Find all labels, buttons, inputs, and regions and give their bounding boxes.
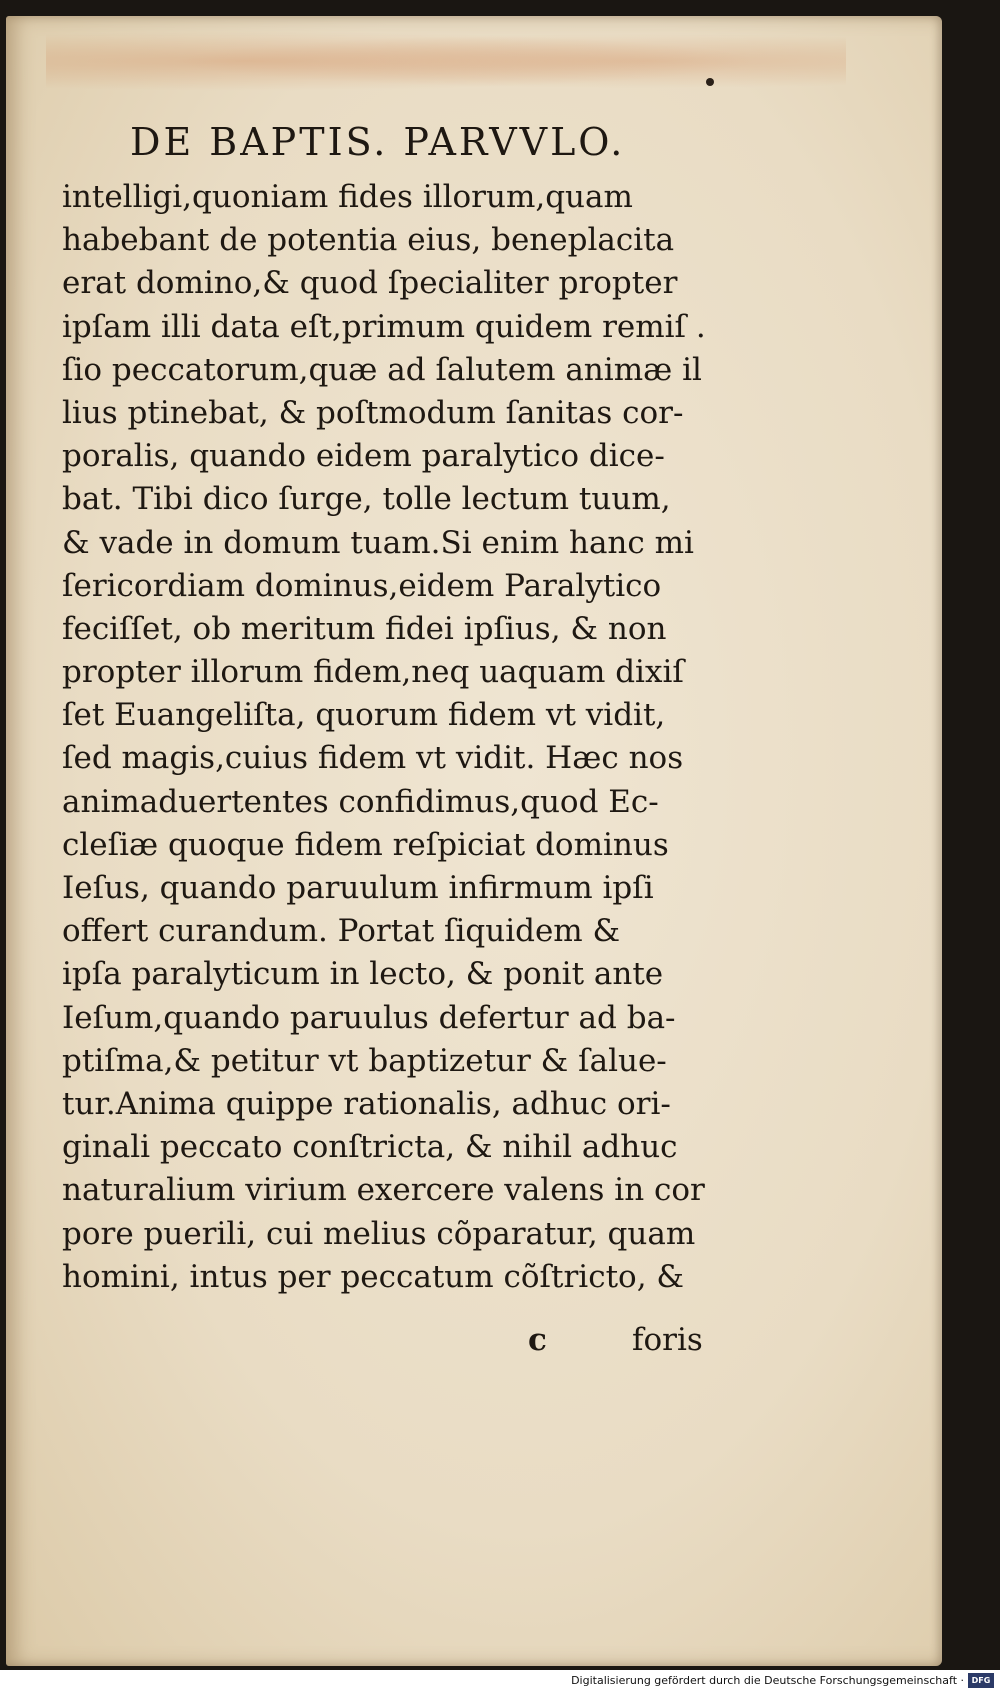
- text-line: intelligi,quoniam fides illorum,quam: [62, 179, 633, 215]
- signature-mark: c: [528, 1322, 547, 1358]
- text-line: ptiſma,& petitur vt baptizetur & ſalue-: [62, 1042, 667, 1079]
- text-line: offert curandum. Portat ſiquidem &: [62, 913, 621, 950]
- text-line: ginali peccato conſtricta, & nihil adhuc: [62, 1129, 678, 1166]
- text-line: bat. Tibi dico ſurge, tolle lectum tuum,: [62, 481, 671, 518]
- text-line: homini, intus per peccatum cõſtricto, &: [62, 1258, 684, 1295]
- text-line: tur.Anima quippe rationalis, adhuc ori-: [62, 1085, 671, 1122]
- text-line: ſet Euangeliſta, quorum fidem vt vidit,: [62, 697, 666, 734]
- text-line: ſio peccatorum,quæ ad ſalutem animæ il: [62, 351, 702, 388]
- text-line: propter illorum fidem,neq uaquam dixiſ: [62, 654, 684, 691]
- running-head: DE BAPTIS. PARVVLO.: [130, 120, 626, 164]
- text-line: ipſa paralyticum in lecto, & ponit ante: [62, 956, 664, 993]
- text-line: feciſſet, ob meritum fidei ipſius, & non: [62, 610, 667, 647]
- text-line: animaduertentes confidimus,quod Ec-: [62, 783, 659, 820]
- foxing-stain: [46, 26, 846, 96]
- book-page: [6, 16, 942, 1666]
- text-line: ſed magis,cuius fidem vt vidit. Hæc nos: [62, 740, 684, 777]
- catchword: foris: [632, 1322, 703, 1358]
- ink-dot: [706, 78, 714, 86]
- text-line: lius ptinebat, & poſtmodum ſanitas cor-: [62, 394, 684, 431]
- dfg-logo: DFG: [968, 1673, 994, 1688]
- text-line: ipſam illi data eſt,primum quidem remiſ .: [62, 308, 706, 345]
- text-line: habebant de potentia eius, beneplacita: [62, 222, 675, 259]
- text-line: & vade in domum tuam.Si enim hanc mi: [62, 524, 694, 561]
- text-line: erat domino,& quod ſpecialiter propter: [62, 265, 678, 302]
- text-line: cleſiæ quoque fidem reſpiciat dominus: [62, 826, 669, 863]
- digitization-credit: Digitalisierung gefördert durch die Deutsche Forschungsgemeinschaft ·: [571, 1674, 964, 1687]
- footer-bar: [0, 1670, 1000, 1694]
- text-line: pore puerili, cui melius cõparatur, quam: [62, 1215, 696, 1252]
- text-line: Ieſum,quando paruulus defertur ad ba-: [62, 999, 676, 1036]
- text-line: ſericordiam dominus,eidem Paralytico: [62, 567, 662, 604]
- text-line: Ieſus, quando paruulum infirmum ipſi: [62, 870, 654, 906]
- text-line: poralis, quando eidem paralytico dice-: [62, 438, 665, 475]
- text-line: naturalium virium exercere valens in cor: [62, 1172, 705, 1209]
- body-text: [62, 176, 732, 1299]
